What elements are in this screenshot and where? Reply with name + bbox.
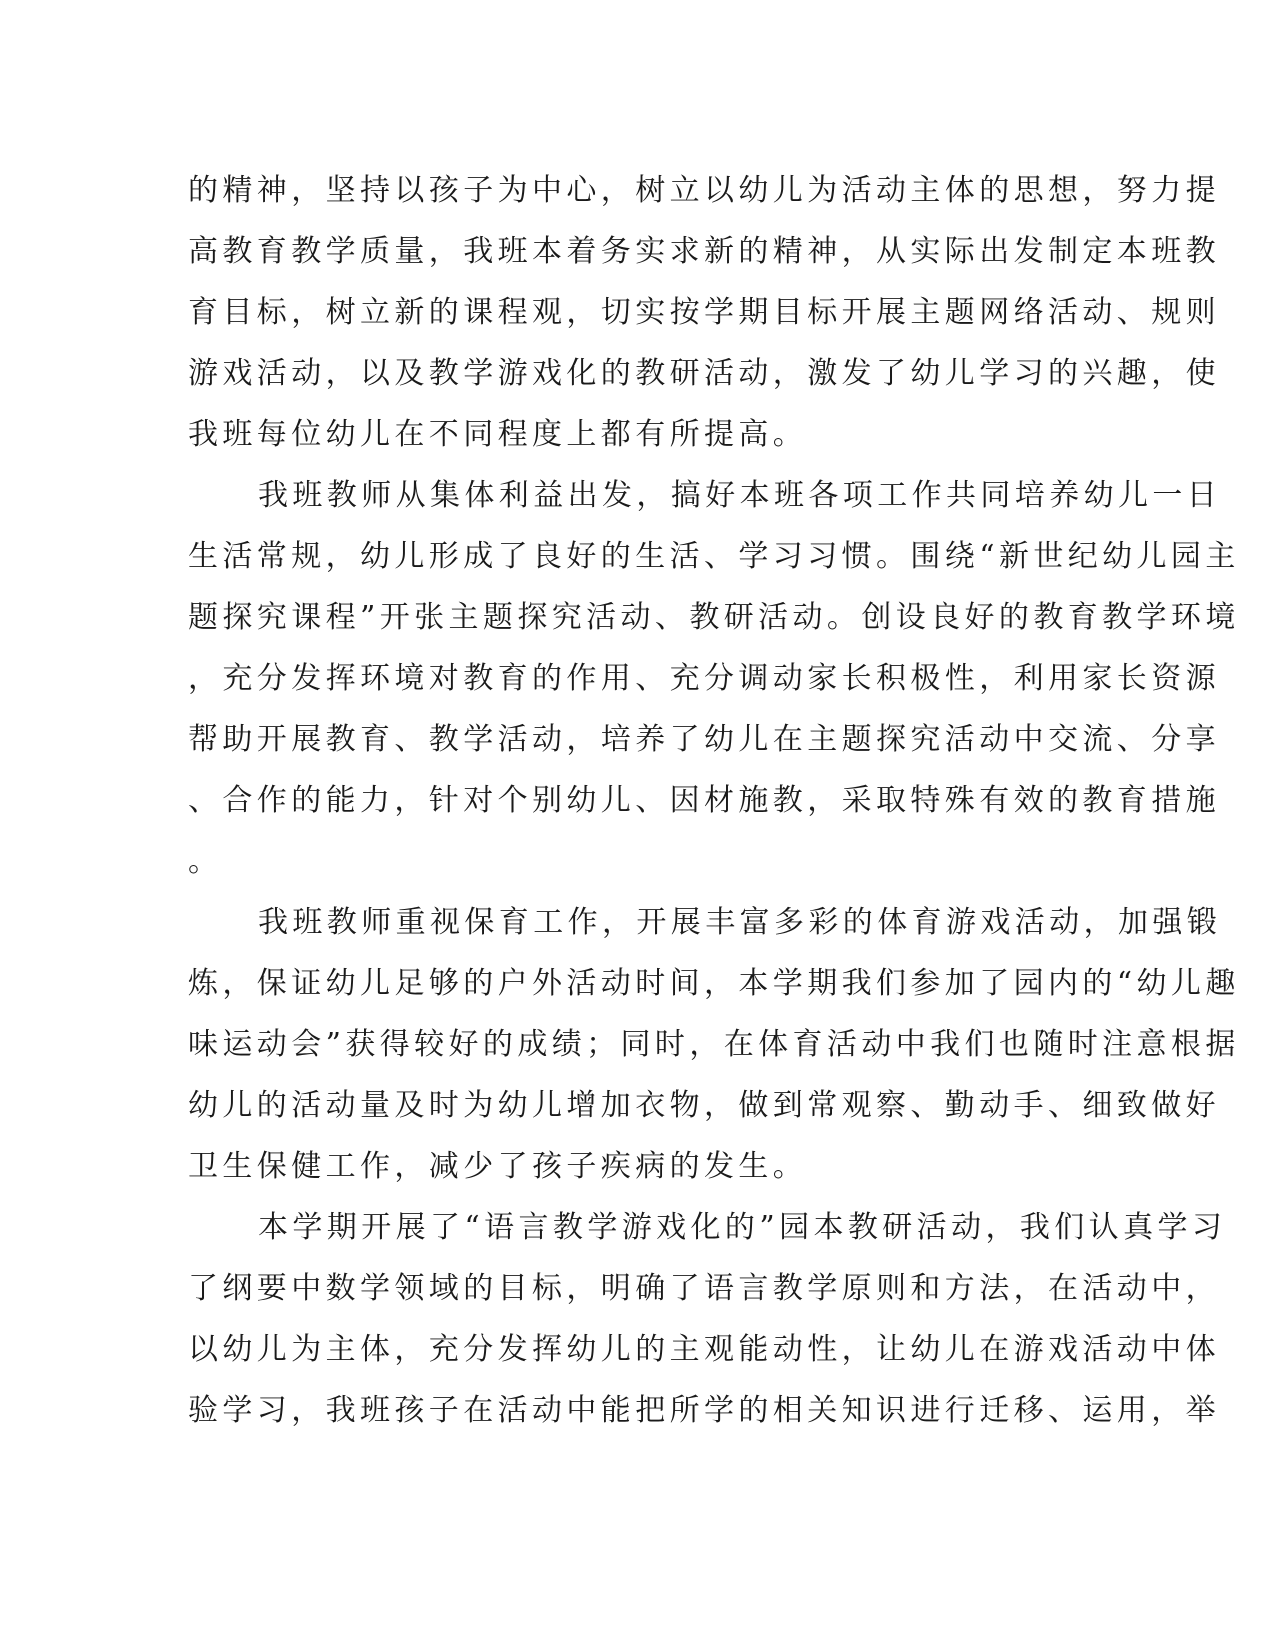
text-line: 高教育教学质量，我班本着务实求新的精神，从实际出发制定本班教 [188, 234, 1220, 269]
text-line: 炼，保证幼儿足够的户外活动时间，本学期我们参加了园内的“幼儿趣 [188, 966, 1240, 1001]
text-line: 我班教师从集体利益出发，搞好本班各项工作共同培养幼儿一日 [258, 478, 1222, 513]
text-line: ，充分发挥环境对教育的作用、充分调动家长积极性，利用家长资源 [188, 661, 1220, 696]
paragraph-2 [188, 465, 1240, 892]
paragraph-4 [188, 1197, 1227, 1441]
text-line: 帮助开展教育、教学活动，培养了幼儿在主题探究活动中交流、分享 [188, 722, 1220, 757]
text-line: 了纲要中数学领域的目标，明确了语言教学原则和方法，在活动中， [188, 1271, 1220, 1306]
text-line: 本学期开展了“语言教学游戏化的”园本教研活动，我们认真学习 [258, 1210, 1227, 1245]
text-line: 、合作的能力，针对个别幼儿、因材施教，采取特殊有效的教育措施 [188, 783, 1220, 818]
text-line: 的精神，坚持以孩子为中心，树立以幼儿为活动主体的思想，努力提 [188, 173, 1220, 208]
text-line: 味运动会”获得较好的成绩；同时，在体育活动中我们也随时注意根据 [188, 1027, 1240, 1062]
text-line: 我班每位幼儿在不同程度上都有所提高。 [188, 417, 808, 452]
text-line: 幼儿的活动量及时为幼儿增加衣物，做到常观察、勤动手、细致做好 [188, 1088, 1220, 1123]
text-line: 。 [188, 844, 223, 879]
paragraph-3 [188, 892, 1240, 1197]
text-line: 游戏活动，以及教学游戏化的教研活动，激发了幼儿学习的兴趣，使 [188, 356, 1220, 391]
document-body [188, 160, 1240, 1441]
text-line: 题探究课程”开张主题探究活动、教研活动。创设良好的教育教学环境 [188, 600, 1240, 635]
text-line: 生活常规，幼儿形成了良好的生活、学习习惯。围绕“新世纪幼儿园主 [188, 539, 1240, 574]
text-line: 育目标，树立新的课程观，切实按学期目标开展主题网络活动、规则 [188, 295, 1220, 330]
text-line: 卫生保健工作，减少了孩子疾病的发生。 [188, 1149, 808, 1184]
text-line: 我班教师重视保育工作，开展丰富多彩的体育游戏活动，加强锻 [258, 905, 1222, 940]
paragraph-1 [188, 160, 1220, 465]
text-line: 验学习，我班孩子在活动中能把所学的相关知识进行迁移、运用，举 [188, 1393, 1220, 1428]
text-line: 以幼儿为主体，充分发挥幼儿的主观能动性，让幼儿在游戏活动中体 [188, 1332, 1220, 1367]
